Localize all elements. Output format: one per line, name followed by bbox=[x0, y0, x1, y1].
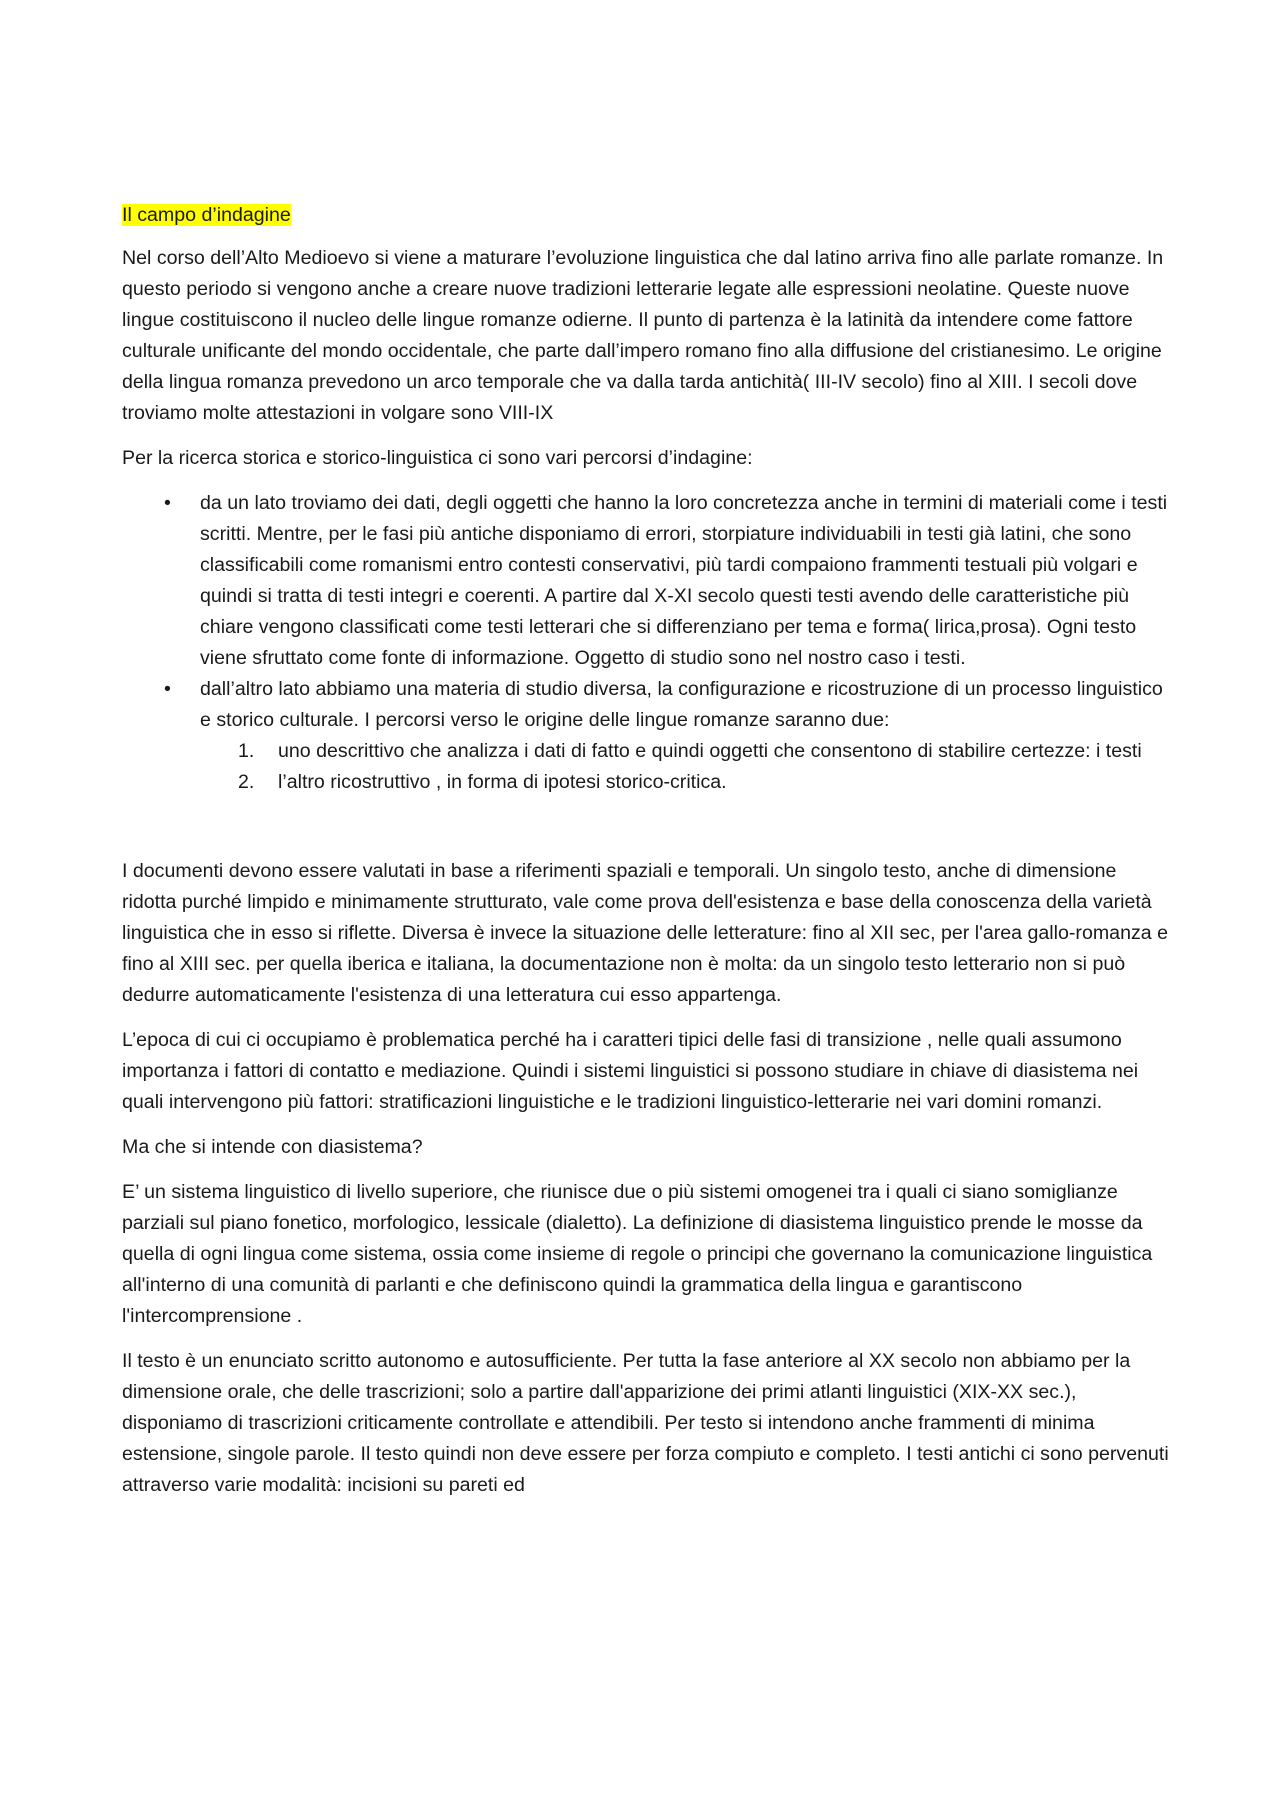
bullet-icon: • bbox=[164, 492, 171, 514]
numbered-item bbox=[200, 736, 1172, 767]
paragraph-intro: Nel corso dell’Alto Medioevo si viene a maturare l’evoluzione linguistica che dal latino arriva fino alle parlate romanze. In questo periodo si vengono anche a creare nuove tradizioni letterarie legate alle espressioni neolatine. Queste nuove lingue costituiscono il nucleo delle lingue romanze odierne. Il punto di partenza è la latinità da intendere come fattore culturale unificante del mondo occidentale, che parte dall’impero romano fino alla diffusione del cristianesimo. Le origine della lingua romanza prevedono un arco temporale che va dalla tarda antichità( III-IV secolo) fino al XIII. I secoli dove troviamo molte attestazioni in volgare sono VIII-IX bbox=[122, 247, 1164, 424]
item-number: 2. bbox=[238, 771, 255, 793]
paragraph-diasistema: E’ un sistema linguistico di livello superiore, che riunisce due o più sistemi omogenei tra i quali ci siano somiglianze parziali sul piano fonetico, morfologico, lessicale (dialetto). La definizione di diasistema linguistico prende le mosse da quella di ogni lingua come sistema, ossia come insieme di regole o principi che governano la comunicazione linguistica all'interno di una comunità di parlanti e che definiscono quindi la grammatica della lingua e garantiscono l'intercomprensione . bbox=[122, 1181, 1153, 1327]
highlighted-heading-text: Il campo d’indagine bbox=[122, 204, 291, 226]
item-number: 1. bbox=[238, 740, 255, 762]
paragraph-percorsi: Per la ricerca storica e storico-linguistica ci sono vari percorsi d’indagine: bbox=[122, 447, 753, 469]
bullet-text: dall’altro lato abbiamo una materia di studio diversa, la configurazione e ricostruzione di un processo linguistico e storico culturale. I percorsi verso le origine delle lingue romanze saranno due: bbox=[200, 678, 1163, 731]
bullet-item-dati bbox=[122, 488, 1172, 674]
document-heading bbox=[122, 200, 1172, 231]
numbered-item-text: uno descrittivo che analizza i dati di fatto e quindi oggetti che consentono di stabilire certezze: i testi bbox=[278, 740, 1142, 762]
numbered-item bbox=[200, 767, 1172, 798]
bullet-item-materia bbox=[122, 674, 1172, 798]
paragraph-question: Ma che si intende con diasistema? bbox=[122, 1136, 423, 1158]
numbered-sublist bbox=[200, 736, 1172, 798]
numbered-item-text: l’altro ricostruttivo , in forma di ipotesi storico-critica. bbox=[278, 771, 727, 793]
document-page bbox=[122, 200, 1172, 1515]
bullet-icon: • bbox=[164, 678, 171, 700]
paragraph-testo: Il testo è un enunciato scritto autonomo e autosufficiente. Per tutta la fase anteriore al XX secolo non abbiamo per la dimensione orale, che delle trascrizioni; solo a partire dall'apparizione dei primi atlanti linguistici (XIX-XX sec.), disponiamo di trascrizioni criticamente controllate e attendibili. Per testo si intendono anche frammenti di minima estensione, singole parole. Il testo quindi non deve essere per forza compiuto e completo. I testi antichi ci sono pervenuti attraverso varie modalità: incisioni su pareti ed bbox=[122, 1350, 1169, 1496]
bullet-list bbox=[122, 488, 1172, 798]
paragraph-documenti: I documenti devono essere valutati in base a riferimenti spaziali e temporali. Un singolo testo, anche di dimensione ridotta purché limpido e minimamente strutturato, vale come prova dell'esistenza e base della conoscenza della varietà linguistica che in esso si riflette. Diversa è invece la situazione delle letterature: fino al XII sec, per l'area gallo-romanza e fino al XIII sec. per quella iberica e italiana, la documentazione non è molta: da un singolo testo letterario non si può dedurre automaticamente l'esistenza di una letteratura cui esso appartenga. bbox=[122, 860, 1168, 1006]
paragraph-epoca: L’epoca di cui ci occupiamo è problematica perché ha i caratteri tipici delle fasi di transizione , nelle quali assumono importanza i fattori di contatto e mediazione. Quindi i sistemi linguistici si possono studiare in chiave di diasistema nei quali intervengono più fattori: stratificazioni linguistiche e le tradizioni linguistico-letterarie nei vari domini romanzi. bbox=[122, 1029, 1139, 1113]
bullet-text: da un lato troviamo dei dati, degli oggetti che hanno la loro concretezza anche in termini di materiali come i testi scritti. Mentre, per le fasi più antiche disponiamo di errori, storpiature individuabili in testi già latini, che sono classificabili come romanismi entro contesti conservativi, più tardi compaiono frammenti testuali più volgari e quindi si tratta di testi integri e coerenti. A partire dal X-XI secolo questi testi avendo delle caratteristiche più chiare vengono classificati come testi letterari che si differenziano per tema e forma( lirica,prosa). Ogni testo viene sfruttato come fonte di informazione. Oggetto di studio sono nel nostro caso i testi. bbox=[200, 492, 1168, 669]
